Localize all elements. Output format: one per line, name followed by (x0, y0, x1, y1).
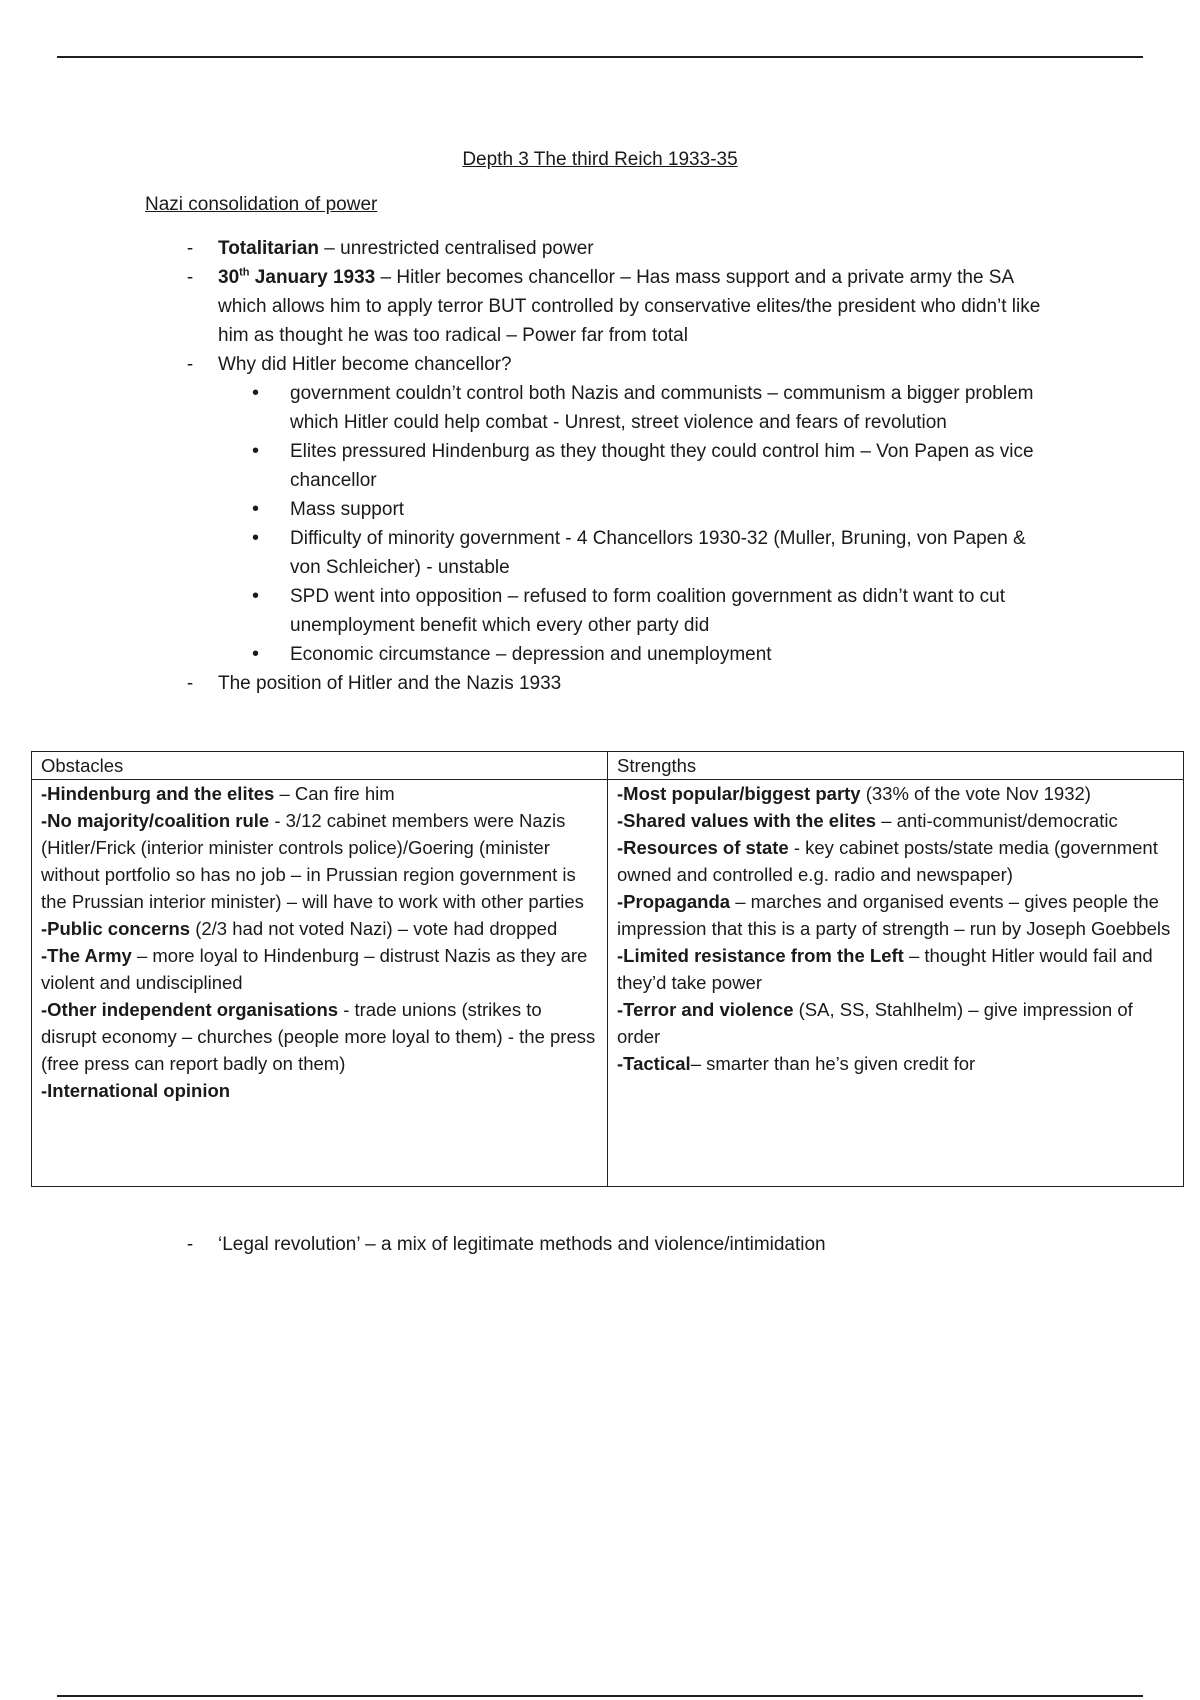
obstacle-item (41, 1077, 598, 1104)
obstacle-item (41, 780, 598, 807)
point-text: Why did Hitler become chancellor? (218, 354, 512, 375)
obstacle-text: (2/3 had not voted Nazi) – vote had dropped (190, 918, 558, 939)
list-item (252, 495, 1060, 524)
section-heading: Nazi consolidation of power (145, 194, 378, 215)
obstacle-term: -Other independent organisations (41, 999, 339, 1020)
strength-term: -Limited resistance from the Left (617, 945, 904, 966)
strength-term: -Most popular/biggest party (617, 783, 861, 804)
strength-item (617, 1050, 1174, 1077)
bullet-icon: • (252, 440, 260, 462)
obstacle-item (41, 807, 598, 915)
dash-marker: - (186, 673, 194, 694)
date-rest: January 1933 (249, 267, 376, 288)
strength-text: - key cabinet posts/state media (government owned and controlled e.g. radio and newspaper) (617, 837, 1158, 885)
point-text: – Hitler becomes chancellor – Has mass support and a private army the SA which allows him to apply terror BUT controlled by conservative elites/the president who didn’t like him as thought he was too radical – Power far from total (218, 267, 1041, 346)
header-strengths: Strengths (608, 752, 1184, 780)
header-obstacles: Obstacles (32, 752, 608, 780)
list-item (180, 669, 1060, 698)
obstacle-term: -The Army (41, 945, 132, 966)
strength-item (617, 834, 1174, 888)
obstacle-term: -International opinion (41, 1080, 231, 1101)
dash-marker: - (186, 238, 194, 259)
closing-list (180, 1230, 1080, 1259)
obstacle-item (41, 942, 598, 996)
strength-item (617, 942, 1174, 996)
reasons-list (252, 379, 1060, 669)
strength-term: -Resources of state (617, 837, 789, 858)
obstacle-term: -Hindenburg and the elites (41, 783, 275, 804)
document-title: Depth 3 The third Reich 1933-35 (462, 149, 738, 170)
strength-item (617, 807, 1174, 834)
strength-term: -Propaganda (617, 891, 731, 912)
strength-text: – anti-communist/democratic (876, 810, 1118, 831)
date-ordinal: th (239, 266, 250, 279)
table-row (32, 780, 1184, 1187)
list-item (252, 437, 1060, 495)
strength-item (617, 780, 1174, 807)
reason-text: SPD went into opposition – refused to form coalition government as didn’t want to cut unemployment benefit which every other party did (290, 586, 1006, 636)
bullet-icon: • (252, 498, 260, 520)
obstacle-text: – Can fire him (274, 783, 395, 804)
list-item (252, 379, 1060, 437)
list-item (180, 234, 1060, 263)
strength-text: (33% of the vote Nov 1932) (860, 783, 1091, 804)
strength-text: – smarter than he’s given credit for (690, 1053, 976, 1074)
date-term (218, 267, 375, 288)
header-rule (57, 56, 1143, 58)
obstacles-cell (32, 780, 608, 1187)
bullet-icon: • (252, 585, 260, 607)
reason-text: Economic circumstance – depression and unemployment (290, 644, 772, 665)
strength-term: -Terror and violence (617, 999, 794, 1020)
dash-marker: - (186, 267, 194, 288)
list-item (180, 263, 1060, 350)
list-item (180, 1230, 1080, 1259)
strength-term: -Shared values with the elites (617, 810, 877, 831)
obstacle-text: - 3/12 cabinet members were Nazis (Hitler/Frick (interior minister controls police)/Goering (minister without portfolio so has no job – in Prussian region government is the Prussian interior minister) – will have to work with other parties (41, 810, 584, 912)
obstacles-strengths-table (31, 751, 1184, 1187)
point-text: The position of Hitler and the Nazis 1933 (218, 673, 562, 694)
dash-marker: - (186, 354, 194, 375)
list-item (252, 524, 1060, 582)
obstacle-text: - trade unions (strikes to disrupt economy – churches (people more loyal to them) - the press (free press can report badly on them) (41, 999, 596, 1074)
obstacle-term: -No majority/coalition rule (41, 810, 270, 831)
table-header-row (32, 752, 1184, 780)
bullet-icon: • (252, 382, 260, 404)
obstacle-term: -Public concerns (41, 918, 191, 939)
bullet-icon: • (252, 643, 260, 665)
strengths-cell (608, 780, 1184, 1187)
list-item (252, 640, 1060, 669)
point-text: – unrestricted centralised power (319, 238, 594, 259)
reason-text: Difficulty of minority government - 4 Chancellors 1930-32 (Muller, Bruning, von Papen & von Schleicher) - unstable (290, 528, 1026, 578)
strength-text: – marches and organised events – gives people the impression that this is a party of strength – run by Joseph Goebbels (617, 891, 1171, 939)
dash-marker: - (186, 1234, 194, 1255)
list-item (180, 350, 1060, 669)
reason-text: government couldn’t control both Nazis and communists – communism a bigger problem which Hitler could help combat - Unrest, street violence and fears of revolution (290, 383, 1034, 433)
bullet-icon: • (252, 527, 260, 549)
closing-text: ‘Legal revolution’ – a mix of legitimate methods and violence/intimidation (218, 1234, 826, 1255)
term-totalitarian: Totalitarian (218, 238, 319, 259)
main-points-list (180, 234, 1060, 698)
strength-text: – thought Hitler would fail and they’d take power (617, 945, 1153, 993)
reason-text: Elites pressured Hindenburg as they thought they could control him – Von Papen as vice chancellor (290, 441, 1034, 491)
strength-item (617, 888, 1174, 942)
strength-item (617, 996, 1174, 1050)
strength-text: (SA, SS, Stahlhelm) – give impression of order (617, 999, 1133, 1047)
date-day: 30 (218, 267, 240, 288)
obstacle-text: – more loyal to Hindenburg – distrust Nazis as they are violent and undisciplined (41, 945, 588, 993)
obstacle-item (41, 915, 598, 942)
reason-text: Mass support (290, 499, 405, 520)
list-item (252, 582, 1060, 640)
footer-rule (57, 1695, 1143, 1697)
strength-term: -Tactical (617, 1053, 691, 1074)
obstacle-item (41, 996, 598, 1077)
